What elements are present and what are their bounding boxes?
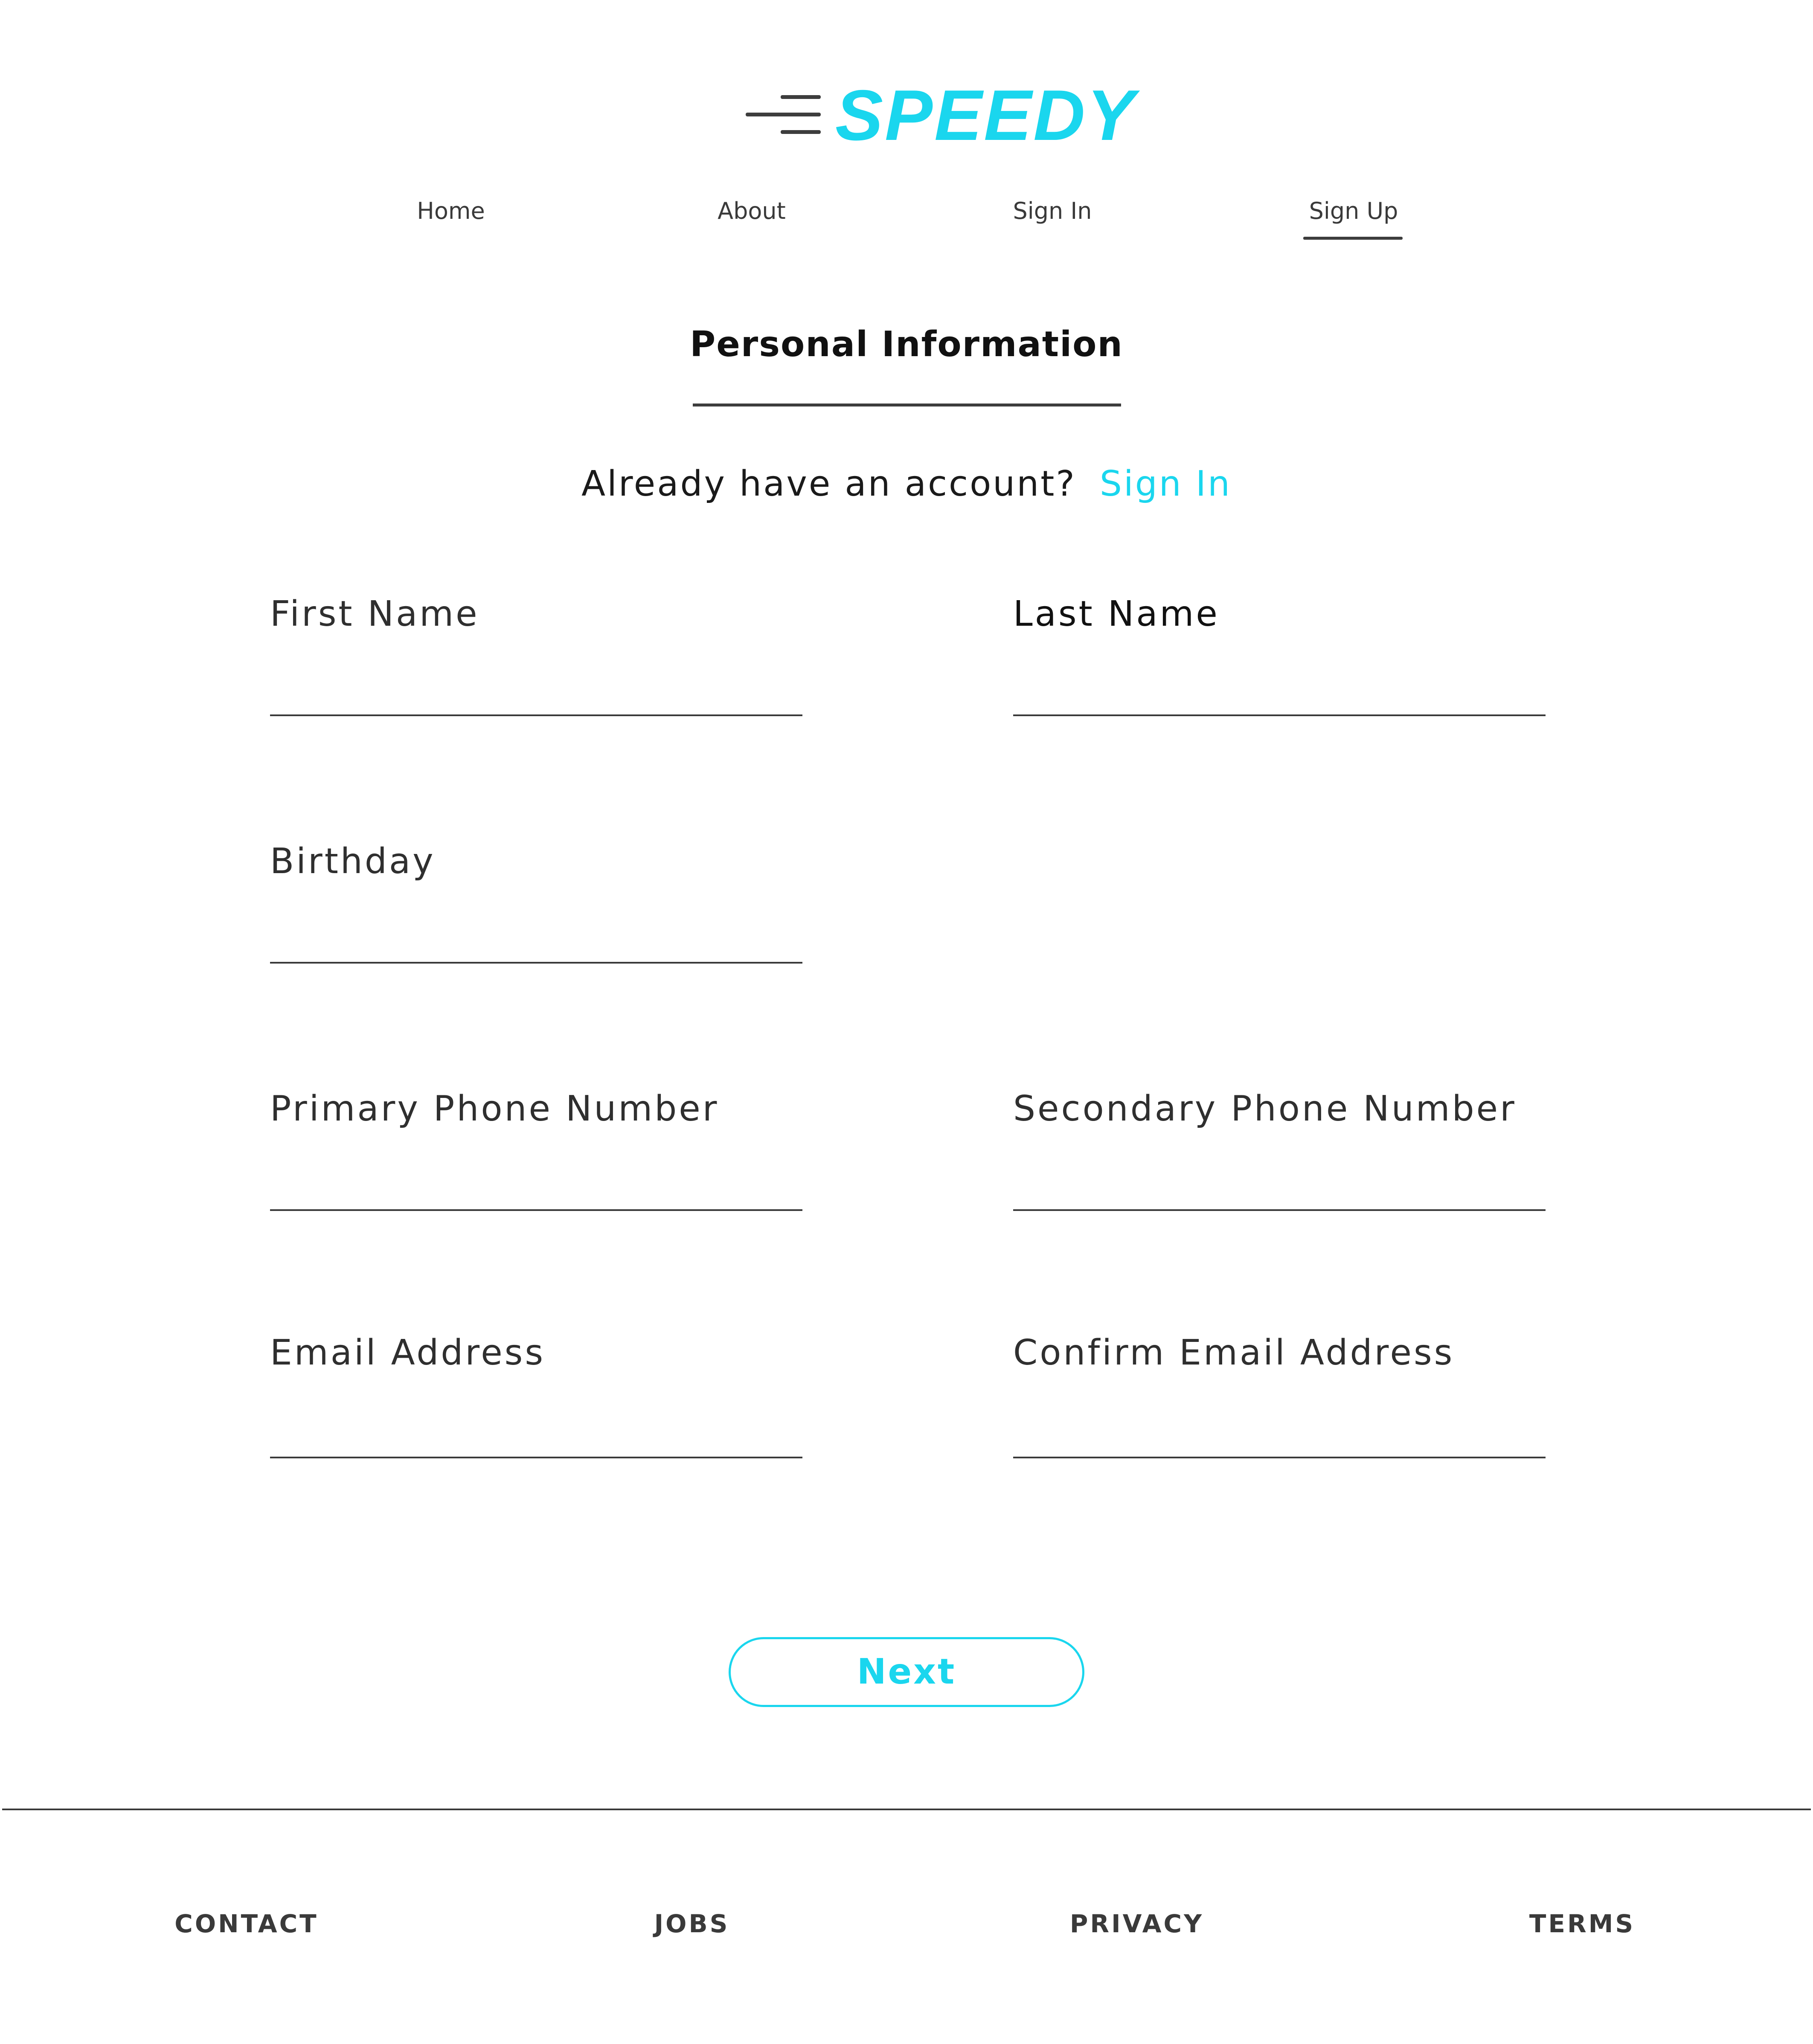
nav-sign-up[interactable]: Sign Up [1309,197,1398,224]
speed-lines-icon [746,92,822,139]
footer-terms-link[interactable]: TERMS [1529,1909,1636,1938]
secondary-phone-input[interactable] [1013,1158,1546,1211]
nav-sign-in[interactable]: Sign In [1013,197,1092,224]
next-button[interactable]: Next [729,1637,1084,1707]
first-name-field [270,591,802,736]
primary-phone-field [270,1086,802,1231]
confirm-email-field [1013,1330,1546,1475]
primary-phone-label: Primary Phone Number [270,1089,719,1129]
nav-home[interactable]: Home [417,197,485,224]
birthday-field [270,838,802,983]
confirm-email-label: Confirm Email Address [1013,1333,1455,1373]
secondary-phone-label: Secondary Phone Number [1013,1089,1517,1129]
sign-in-link[interactable]: Sign In [1099,464,1232,504]
last-name-field [1013,591,1546,736]
footer-privacy-link[interactable]: PRIVACY [1069,1909,1204,1938]
birthday-label: Birthday [270,841,436,882]
last-name-input[interactable] [1013,663,1546,716]
email-input[interactable] [270,1405,802,1458]
email-label: Email Address [270,1333,546,1373]
first-name-label: First Name [270,594,479,634]
confirm-email-input[interactable] [1013,1405,1546,1458]
footer-divider [2,1809,1811,1810]
account-prompt-text: Already have an account? [581,464,1076,504]
brand-name: SPEEDY [835,75,1136,155]
account-prompt-row [0,456,1813,512]
page-title: Personal Information [690,324,1123,365]
nav-about[interactable]: About [718,197,786,224]
footer-contact-link[interactable]: CONTACT [174,1909,319,1938]
brand-logo[interactable] [746,75,1136,156]
email-field [270,1330,802,1475]
last-name-label: Last Name [1013,594,1220,634]
footer-jobs-link[interactable]: JOBS [654,1909,730,1938]
secondary-phone-field [1013,1086,1546,1231]
title-underline [693,404,1121,406]
first-name-input[interactable] [270,663,802,716]
birthday-input[interactable] [270,911,802,964]
main-nav [0,194,1813,250]
nav-active-indicator [1303,237,1403,240]
primary-phone-input[interactable] [270,1158,802,1211]
